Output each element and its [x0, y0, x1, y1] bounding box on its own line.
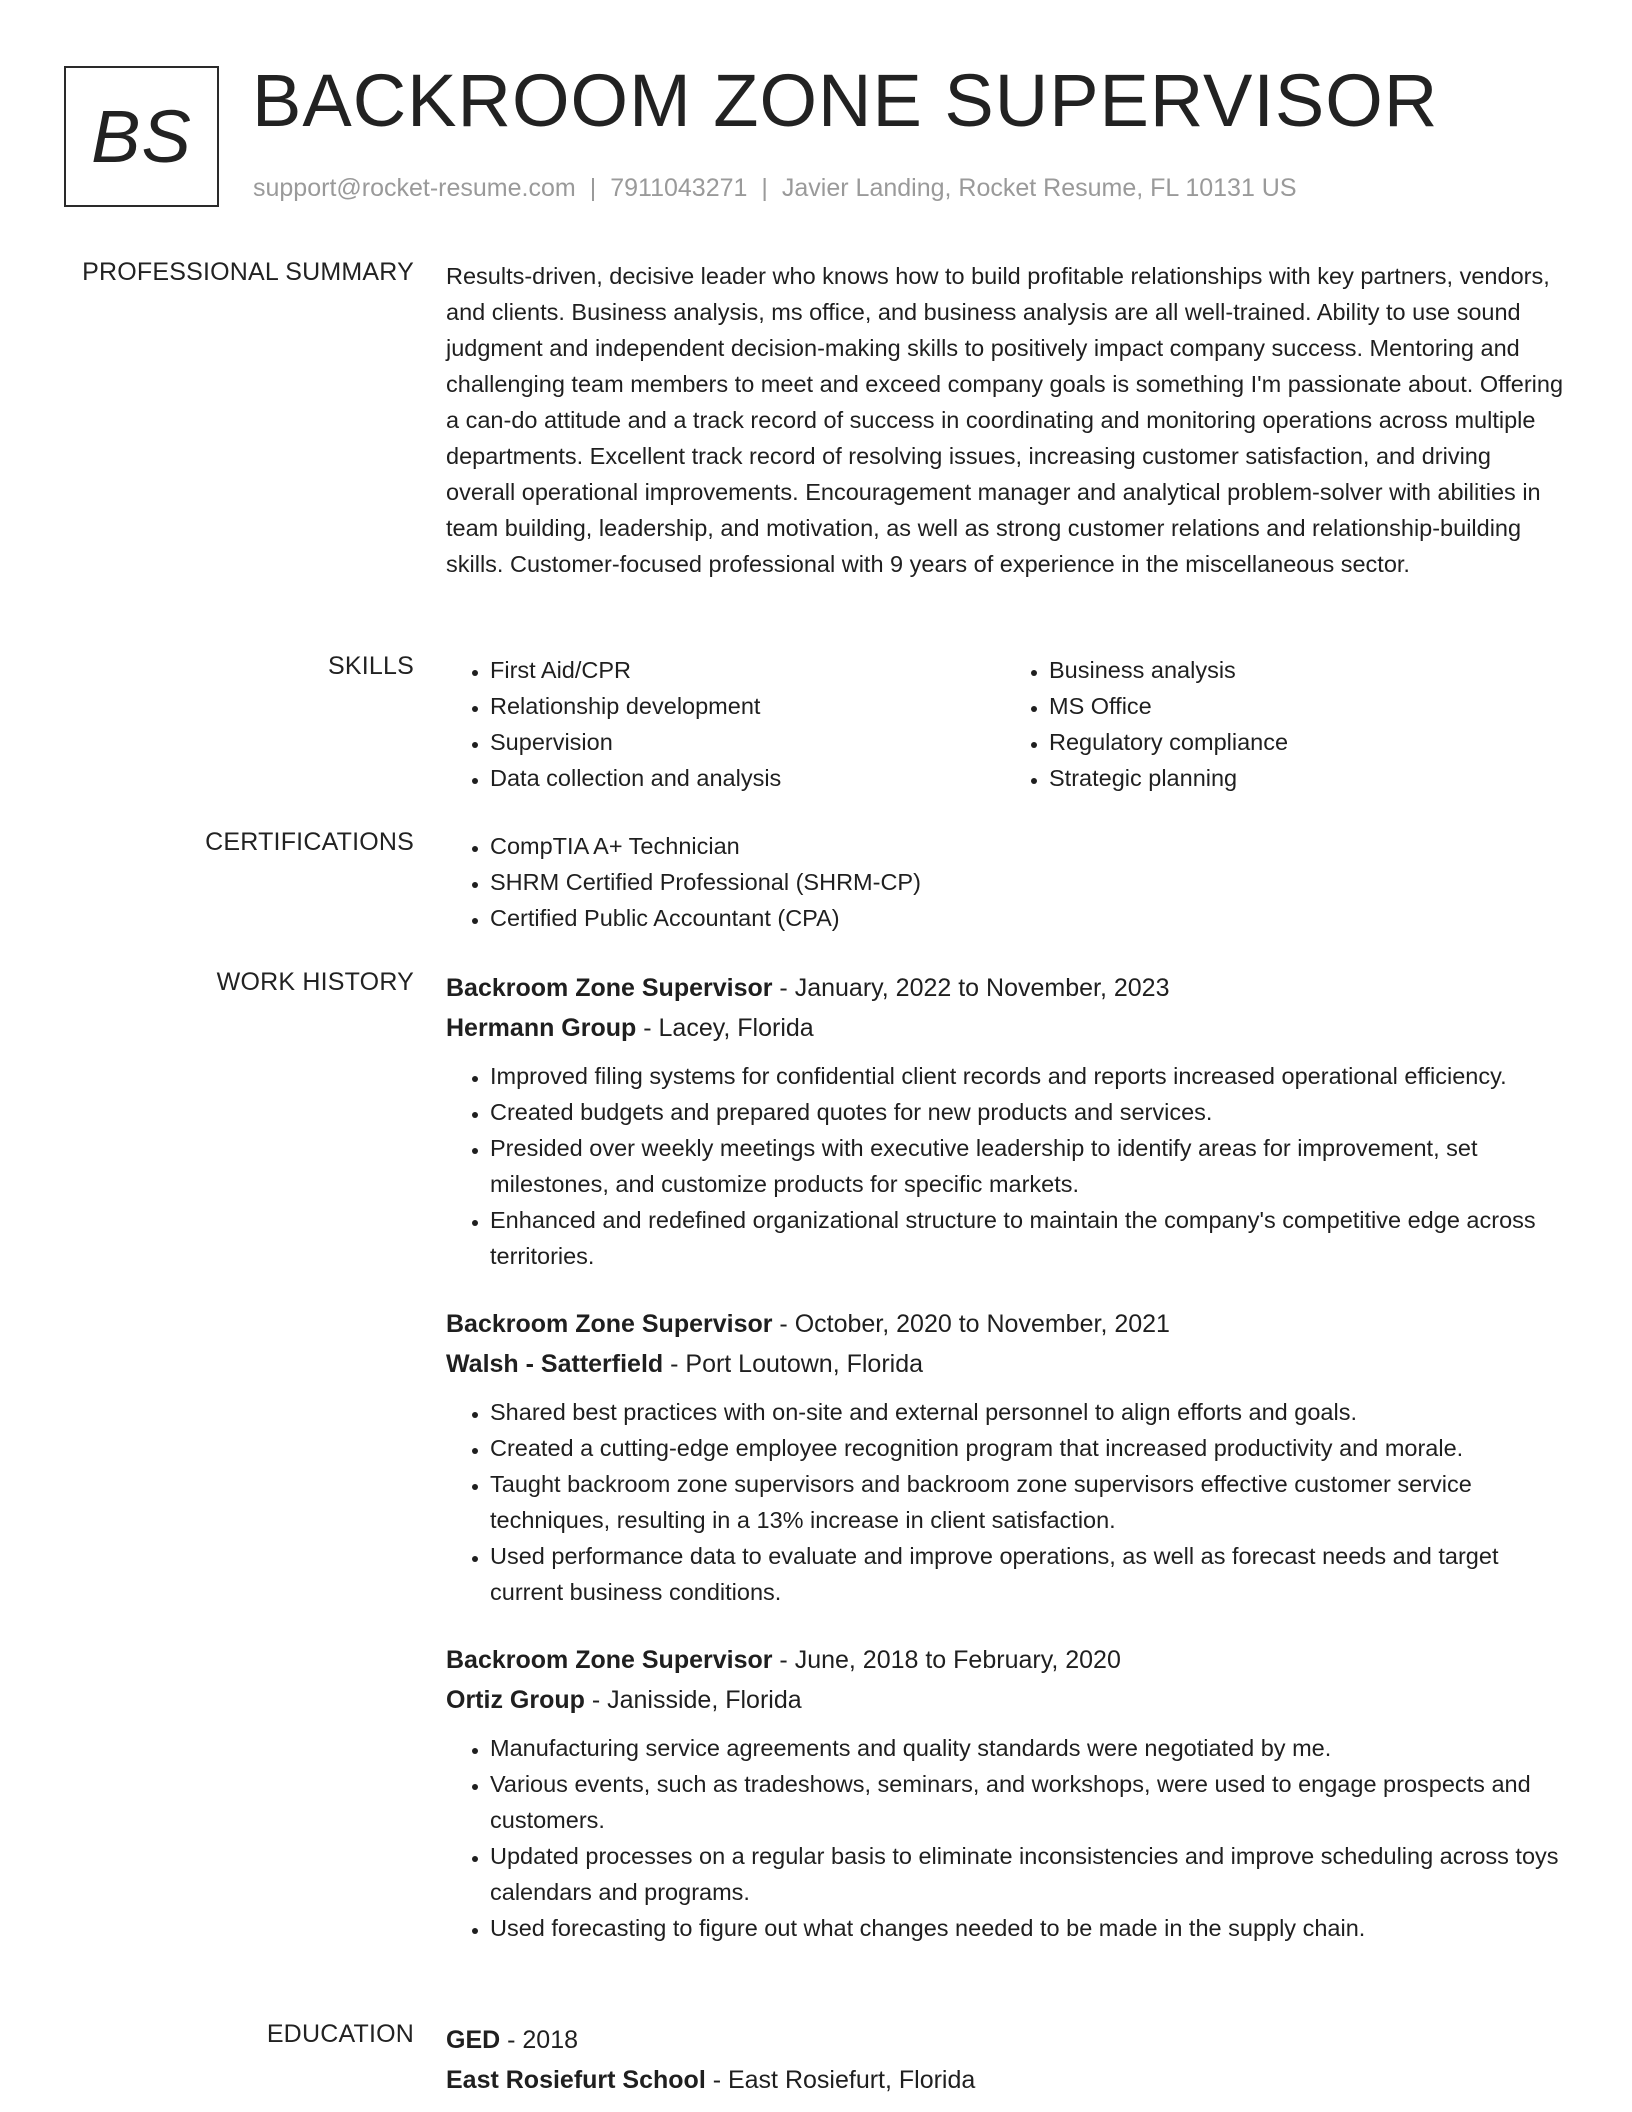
skill-item: • Relationship development [490, 688, 1005, 724]
skill-item: • First Aid/CPR [490, 652, 1005, 688]
skill-item: • Supervision [490, 724, 1005, 760]
job-title-line [446, 1304, 1564, 1344]
education-year: - 2018 [500, 2026, 579, 2054]
skill-item: • MS Office [1049, 688, 1564, 724]
job-company-line [446, 1680, 1564, 1720]
job-company: Ortiz Group [446, 1686, 585, 1714]
job-bullet: • Manufacturing service agreements and quality standards were negotiated by me. [490, 1730, 1564, 1766]
certification-item: • CompTIA A+ Technician [490, 828, 1564, 864]
job-bullet: • Presided over weekly meetings with executive leadership to identify areas for improvement, set milestones, and customize products for specific markets. [490, 1130, 1564, 1202]
job-bullet: • Updated processes on a regular basis to eliminate inconsistencies and improve scheduling across toys calendars and programs. [490, 1838, 1564, 1910]
job-bullet: • Shared best practices with on-site and external personnel to align efforts and goals. [490, 1394, 1564, 1430]
job-bullets [446, 1730, 1564, 1946]
job-company: Hermann Group [446, 1014, 637, 1042]
resume-title: BACKROOM ZONE SUPERVISOR [252, 59, 1439, 142]
education-body [446, 2020, 1564, 2110]
skills-list [446, 652, 1564, 796]
job-location: - Port Loutown, Florida [663, 1350, 924, 1378]
job-dates: - January, 2022 to November, 2023 [772, 974, 1170, 1002]
job-location: - Lacey, Florida [636, 1014, 814, 1042]
job-location: - Janisside, Florida [584, 1686, 802, 1714]
job-company-line [446, 1008, 1564, 1048]
job-entry [446, 1640, 1564, 1946]
job-bullet: • Created budgets and prepared quotes for new products and services. [490, 1094, 1564, 1130]
work-history-body [446, 968, 1564, 1976]
skill-item: • Data collection and analysis [490, 760, 1005, 796]
job-bullet: • Used forecasting to figure out what changes needed to be made in the supply chain. [490, 1910, 1564, 1946]
section-heading: WORK HISTORY [216, 968, 414, 996]
job-bullets [446, 1394, 1564, 1610]
job-entry [446, 1304, 1564, 1610]
job-bullet: • Improved filing systems for confidential client records and reports increased operational efficiency. [490, 1058, 1564, 1094]
skill-item: • Regulatory compliance [1049, 724, 1564, 760]
job-company-line [446, 1344, 1564, 1384]
contact-phone: 7911043271 [610, 174, 748, 202]
education-school-line [446, 2060, 1564, 2100]
section-heading: EDUCATION [266, 2020, 414, 2048]
summary-body [446, 258, 1564, 582]
section-heading: CERTIFICATIONS [205, 828, 414, 856]
job-title: Backroom Zone Supervisor [446, 1646, 773, 1674]
education-location: - East Rosiefurt, Florida [705, 2066, 976, 2094]
job-entry [446, 968, 1564, 1274]
contact-line [253, 174, 1297, 203]
certifications-list [446, 828, 1564, 936]
job-title-line [446, 1640, 1564, 1680]
education-school: East Rosiefurt School [446, 2066, 706, 2094]
monogram-badge: BS [64, 66, 219, 207]
contact-separator: | [589, 174, 597, 202]
section-heading: PROFESSIONAL SUMMARY [82, 258, 414, 286]
contact-address: Javier Landing, Rocket Resume, FL 10131 US [781, 174, 1297, 202]
job-title: Backroom Zone Supervisor [446, 1310, 773, 1338]
certification-item: • SHRM Certified Professional (SHRM-CP) [490, 864, 1564, 900]
job-bullet: • Taught backroom zone supervisors and backroom zone supervisors effective customer service techniques, resulting in a 13% increase in client satisfaction. [490, 1466, 1564, 1538]
certification-item: • Certified Public Accountant (CPA) [490, 900, 1564, 936]
job-title-line [446, 968, 1564, 1008]
section-heading: SKILLS [328, 652, 414, 680]
job-title: Backroom Zone Supervisor [446, 974, 773, 1002]
job-dates: - October, 2020 to November, 2021 [772, 1310, 1170, 1338]
summary-text: Results-driven, decisive leader who knows how to build profitable relationships with key partners, vendors, and clients. Business analysis, ms office, and business analysis are all well-trained. Ability to use sound judgment and independent decision-making skills to positively impact company success. Mentoring and challenging team members to meet and exceed company goals is something I'm passionate about. Offering a can-do attitude and a track record of success in coordinating and monitoring operations across multiple departments. Excellent track record of resolving issues, increasing customer satisfaction, and driving overall operational improvements. Encouragement manager and analytical problem-solver with abilities in team building, leadership, and motivation, as well as strong customer relations and relationship-building skills. Customer-focused professional with 9 years of experience in the miscellaneous sector. [446, 263, 1564, 577]
job-dates: - June, 2018 to February, 2020 [772, 1646, 1121, 1674]
job-bullet: • Various events, such as tradeshows, seminars, and workshops, were used to engage prospects and customers. [490, 1766, 1564, 1838]
skills-column-left [446, 652, 1005, 796]
skill-item: • Strategic planning [1049, 760, 1564, 796]
job-bullet: • Enhanced and redefined organizational structure to maintain the company's competitive edge across territories. [490, 1202, 1564, 1274]
skills-column-right [1005, 652, 1564, 796]
job-company: Walsh - Satterfield [446, 1350, 664, 1378]
education-degree: GED [446, 2026, 501, 2054]
contact-separator: | [761, 174, 768, 202]
job-bullets [446, 1058, 1564, 1274]
skill-item: • Business analysis [1049, 652, 1564, 688]
education-degree-line [446, 2020, 1564, 2060]
job-bullet: • Used performance data to evaluate and improve operations, as well as forecast needs and target current business conditions. [490, 1538, 1564, 1610]
job-bullet: • Created a cutting-edge employee recognition program that increased productivity and morale. [490, 1430, 1564, 1466]
contact-email: support@rocket-resume.com [253, 174, 576, 202]
